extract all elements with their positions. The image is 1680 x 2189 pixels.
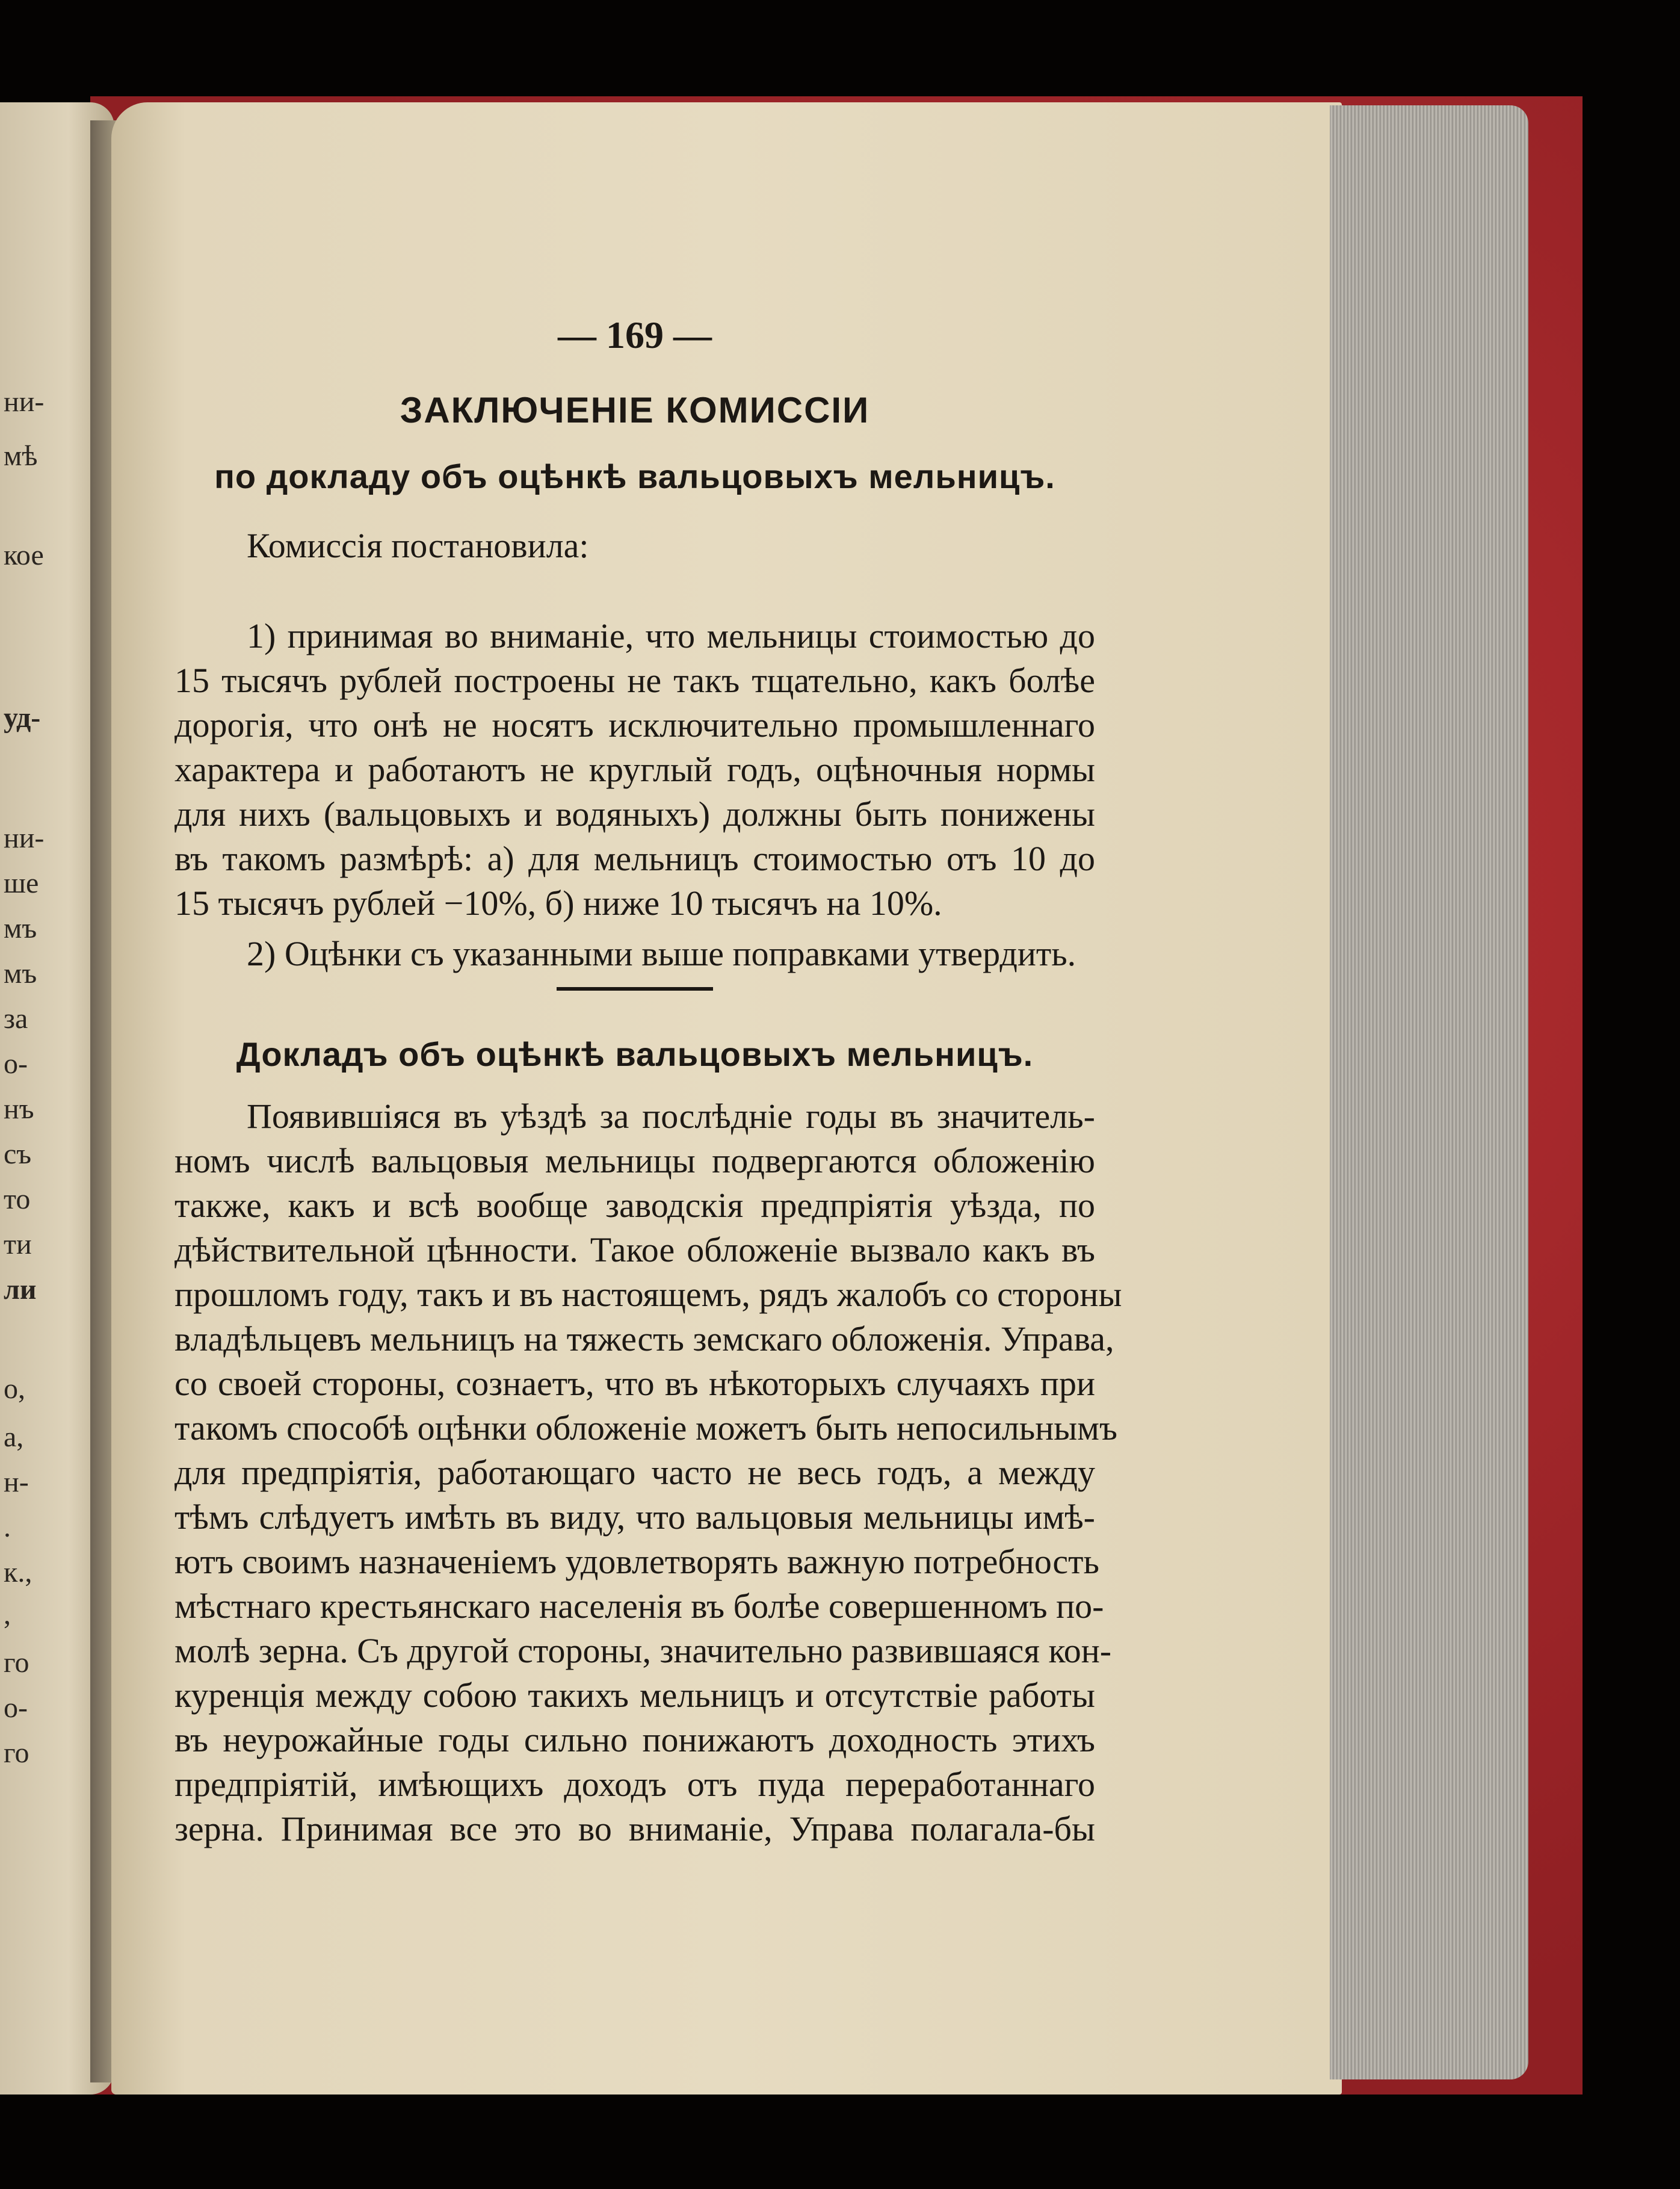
left-fragment: н- xyxy=(4,1466,29,1498)
report-line: для предпріятія, работающаго часто не весь годъ, а между xyxy=(174,1453,1095,1492)
left-fragment: мъ xyxy=(4,912,37,944)
report-line: дѣйствительной цѣнности. Такое обложеніе вызвало какъ въ xyxy=(174,1230,1095,1269)
left-fragment: съ xyxy=(4,1138,32,1170)
report-line: прошломъ году, такъ и въ настоящемъ, рядъ жалобъ со стороны xyxy=(174,1275,1122,1314)
left-fragment: ли xyxy=(4,1274,37,1305)
point1-line: 15 тысячъ рублей −10%, б) ниже 10 тысячъ на 10%. xyxy=(174,884,942,923)
report-title: Докладъ объ оцѣнкѣ вальцовыхъ мельницъ. xyxy=(236,1035,1034,1073)
report-line: куренція между собою такихъ мельницъ и отсутствіе работы xyxy=(174,1676,1095,1715)
left-fragment: о- xyxy=(4,1692,28,1724)
page-number: — 169 — xyxy=(558,314,712,356)
report-line: такомъ способѣ оцѣнки обложеніе можетъ быть непосильнымъ xyxy=(174,1408,1117,1447)
section-divider xyxy=(557,987,713,991)
report-line: со своей стороны, сознаетъ, что въ нѣкоторыхъ случаяхъ при xyxy=(174,1364,1095,1403)
point1-line: для нихъ (вальцовыхъ и водяныхъ) должны быть понижены xyxy=(174,794,1095,834)
left-fragment: , xyxy=(4,1599,11,1630)
left-fragment: кое xyxy=(4,539,44,571)
report-line: молѣ зерна. Съ другой стороны, значительно развившаяся кон- xyxy=(174,1631,1112,1670)
commission-subtitle: по докладу объ оцѣнкѣ вальцовыхъ мельницъ. xyxy=(214,457,1055,495)
point2: 2) Оцѣнки съ указанными выше поправками утвердить. xyxy=(247,934,1076,973)
report-line: предпріятій, имѣющихъ доходъ отъ пуда переработаннаго xyxy=(174,1765,1095,1804)
report-line: зерна. Принимая все это во вниманіе, Управа полагала-бы xyxy=(174,1809,1095,1848)
commission-title: ЗАКЛЮЧЕНІЕ КОМИССІИ xyxy=(400,390,870,430)
report-line: владѣльцевъ мельницъ на тяжесть земскаго обложенія. Управа, xyxy=(174,1319,1114,1358)
left-fragment: нъ xyxy=(4,1093,34,1125)
report-line: Появившіяся въ уѣздѣ за послѣдніе годы въ значитель- xyxy=(247,1097,1095,1136)
left-fragment: ни- xyxy=(4,386,45,418)
left-fragment: мъ xyxy=(4,958,37,989)
point1-line: 15 тысячъ рублей построены не такъ тщательно, какъ болѣе xyxy=(174,661,1095,700)
left-fragment: за xyxy=(4,1003,28,1035)
point1-line: въ такомъ размѣрѣ: а) для мельницъ стоимостью отъ 10 до xyxy=(174,839,1095,878)
point1-line: дорогія, что онѣ не носятъ исключительно промышленнаго xyxy=(174,705,1095,745)
page-block-edge xyxy=(1330,105,1528,2079)
left-fragment: . xyxy=(4,1511,11,1543)
report-line: ютъ своимъ назначеніемъ удовлетворять важную потребность xyxy=(174,1542,1099,1581)
left-fragment: то xyxy=(4,1183,31,1215)
left-fragment: уд- xyxy=(4,702,41,734)
report-line: номъ числѣ вальцовыя мельницы подвергаются обложенію xyxy=(174,1141,1095,1180)
left-fragment: ти xyxy=(4,1228,32,1260)
left-fragment: ше xyxy=(4,867,39,899)
report-line: тѣмъ слѣдуетъ имѣть въ виду, что вальцовыя мельницы имѣ- xyxy=(174,1497,1095,1537)
report-line: мѣстнаго крестьянскаго населенія въ болѣе совершенномъ по- xyxy=(174,1587,1104,1626)
report-line: въ неурожайные годы сильно понижаютъ доходность этихъ xyxy=(174,1720,1095,1759)
left-fragment: мѣ xyxy=(4,440,38,472)
left-fragment: о, xyxy=(4,1373,25,1405)
left-fragment: о- xyxy=(4,1048,28,1080)
left-fragment: к., xyxy=(4,1556,32,1588)
point1-line: 1) принимая во вниманіе, что мельницы стоимостью до xyxy=(247,616,1095,655)
left-fragment: а, xyxy=(4,1421,24,1453)
left-fragment: го xyxy=(4,1737,29,1769)
commission-decided: Комиссія постановила: xyxy=(247,526,589,565)
report-line: также, какъ и всѣ вообще заводскія предпріятія уѣзда, по xyxy=(174,1186,1095,1225)
left-fragment: ни- xyxy=(4,822,45,854)
point1-line: характера и работаютъ не круглый годъ, оцѣночныя нормы xyxy=(174,750,1095,789)
left-fragment: го xyxy=(4,1647,29,1679)
